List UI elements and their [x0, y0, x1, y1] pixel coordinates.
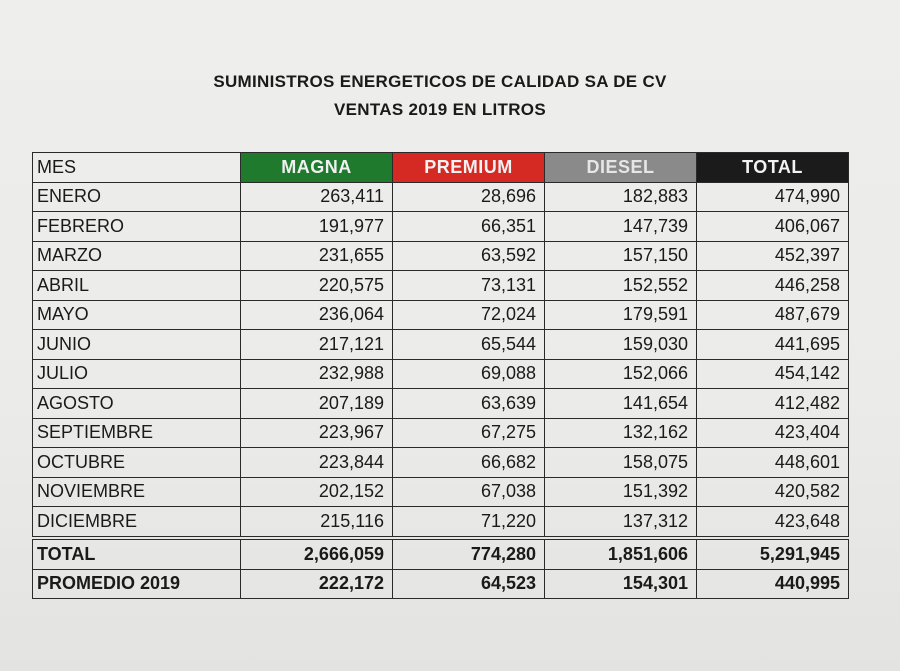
total-cell: 423,404	[697, 418, 849, 448]
diesel-cell: 154,301	[545, 569, 697, 599]
magna-cell: 2,666,059	[241, 540, 393, 570]
diesel-cell: 157,150	[545, 241, 697, 271]
diesel-cell: 132,162	[545, 418, 697, 448]
magna-cell: 202,152	[241, 477, 393, 507]
month-cell: TOTAL	[33, 540, 241, 570]
summary-table	[32, 539, 849, 599]
total-cell: 5,291,945	[697, 540, 849, 570]
header-total: TOTAL	[697, 153, 849, 183]
magna-cell: 231,655	[241, 241, 393, 271]
table-row	[33, 389, 849, 419]
month-cell: OCTUBRE	[33, 448, 241, 478]
table-row	[33, 300, 849, 330]
month-cell: JUNIO	[33, 330, 241, 360]
magna-cell: 223,967	[241, 418, 393, 448]
total-cell: 406,067	[697, 212, 849, 242]
total-cell: 441,695	[697, 330, 849, 360]
header-mes: MES	[33, 153, 241, 183]
magna-cell: 222,172	[241, 569, 393, 599]
diesel-cell: 1,851,606	[545, 540, 697, 570]
document-title: SUMINISTROS ENERGETICOS DE CALIDAD SA DE CV	[213, 72, 667, 91]
header-diesel: DIESEL	[545, 153, 697, 183]
month-cell: SEPTIEMBRE	[33, 418, 241, 448]
total-cell: 446,258	[697, 271, 849, 301]
premium-cell: 64,523	[393, 569, 545, 599]
table-row	[33, 212, 849, 242]
header-row	[33, 153, 849, 183]
magna-cell: 215,116	[241, 507, 393, 537]
diesel-cell: 151,392	[545, 477, 697, 507]
table-row	[33, 477, 849, 507]
total-cell: 452,397	[697, 241, 849, 271]
table-row	[33, 418, 849, 448]
month-cell: ENERO	[33, 182, 241, 212]
month-cell: NOVIEMBRE	[33, 477, 241, 507]
table-row	[33, 241, 849, 271]
magna-cell: 236,064	[241, 300, 393, 330]
premium-cell: 67,275	[393, 418, 545, 448]
diesel-cell: 158,075	[545, 448, 697, 478]
diesel-cell: 159,030	[545, 330, 697, 360]
total-cell: 448,601	[697, 448, 849, 478]
summary-row	[33, 540, 849, 570]
diesel-cell: 182,883	[545, 182, 697, 212]
month-cell: FEBRERO	[33, 212, 241, 242]
month-cell: MARZO	[33, 241, 241, 271]
document-subtitle: VENTAS 2019 EN LITROS	[334, 100, 546, 119]
magna-cell: 223,844	[241, 448, 393, 478]
header-magna: MAGNA	[241, 153, 393, 183]
table-row	[33, 271, 849, 301]
total-cell: 423,648	[697, 507, 849, 537]
total-cell: 412,482	[697, 389, 849, 419]
total-cell: 487,679	[697, 300, 849, 330]
magna-cell: 220,575	[241, 271, 393, 301]
sales-table	[32, 152, 849, 537]
premium-cell: 63,639	[393, 389, 545, 419]
month-cell: PROMEDIO 2019	[33, 569, 241, 599]
diesel-cell: 137,312	[545, 507, 697, 537]
magna-cell: 263,411	[241, 182, 393, 212]
month-cell: DICIEMBRE	[33, 507, 241, 537]
premium-cell: 66,351	[393, 212, 545, 242]
total-cell: 454,142	[697, 359, 849, 389]
month-cell: MAYO	[33, 300, 241, 330]
header-premium: PREMIUM	[393, 153, 545, 183]
table-row	[33, 330, 849, 360]
premium-cell: 63,592	[393, 241, 545, 271]
premium-cell: 774,280	[393, 540, 545, 570]
magna-cell: 191,977	[241, 212, 393, 242]
total-cell: 474,990	[697, 182, 849, 212]
magna-cell: 217,121	[241, 330, 393, 360]
diesel-cell: 179,591	[545, 300, 697, 330]
premium-cell: 73,131	[393, 271, 545, 301]
magna-cell: 232,988	[241, 359, 393, 389]
month-cell: JULIO	[33, 359, 241, 389]
premium-cell: 28,696	[393, 182, 545, 212]
table-row	[33, 448, 849, 478]
diesel-cell: 152,066	[545, 359, 697, 389]
table-row	[33, 507, 849, 537]
diesel-cell: 141,654	[545, 389, 697, 419]
table-row	[33, 182, 849, 212]
premium-cell: 66,682	[393, 448, 545, 478]
table-row	[33, 359, 849, 389]
premium-cell: 67,038	[393, 477, 545, 507]
premium-cell: 72,024	[393, 300, 545, 330]
summary-row	[33, 569, 849, 599]
month-cell: AGOSTO	[33, 389, 241, 419]
premium-cell: 65,544	[393, 330, 545, 360]
premium-cell: 69,088	[393, 359, 545, 389]
month-cell: ABRIL	[33, 271, 241, 301]
premium-cell: 71,220	[393, 507, 545, 537]
diesel-cell: 147,739	[545, 212, 697, 242]
magna-cell: 207,189	[241, 389, 393, 419]
total-cell: 420,582	[697, 477, 849, 507]
total-cell: 440,995	[697, 569, 849, 599]
diesel-cell: 152,552	[545, 271, 697, 301]
